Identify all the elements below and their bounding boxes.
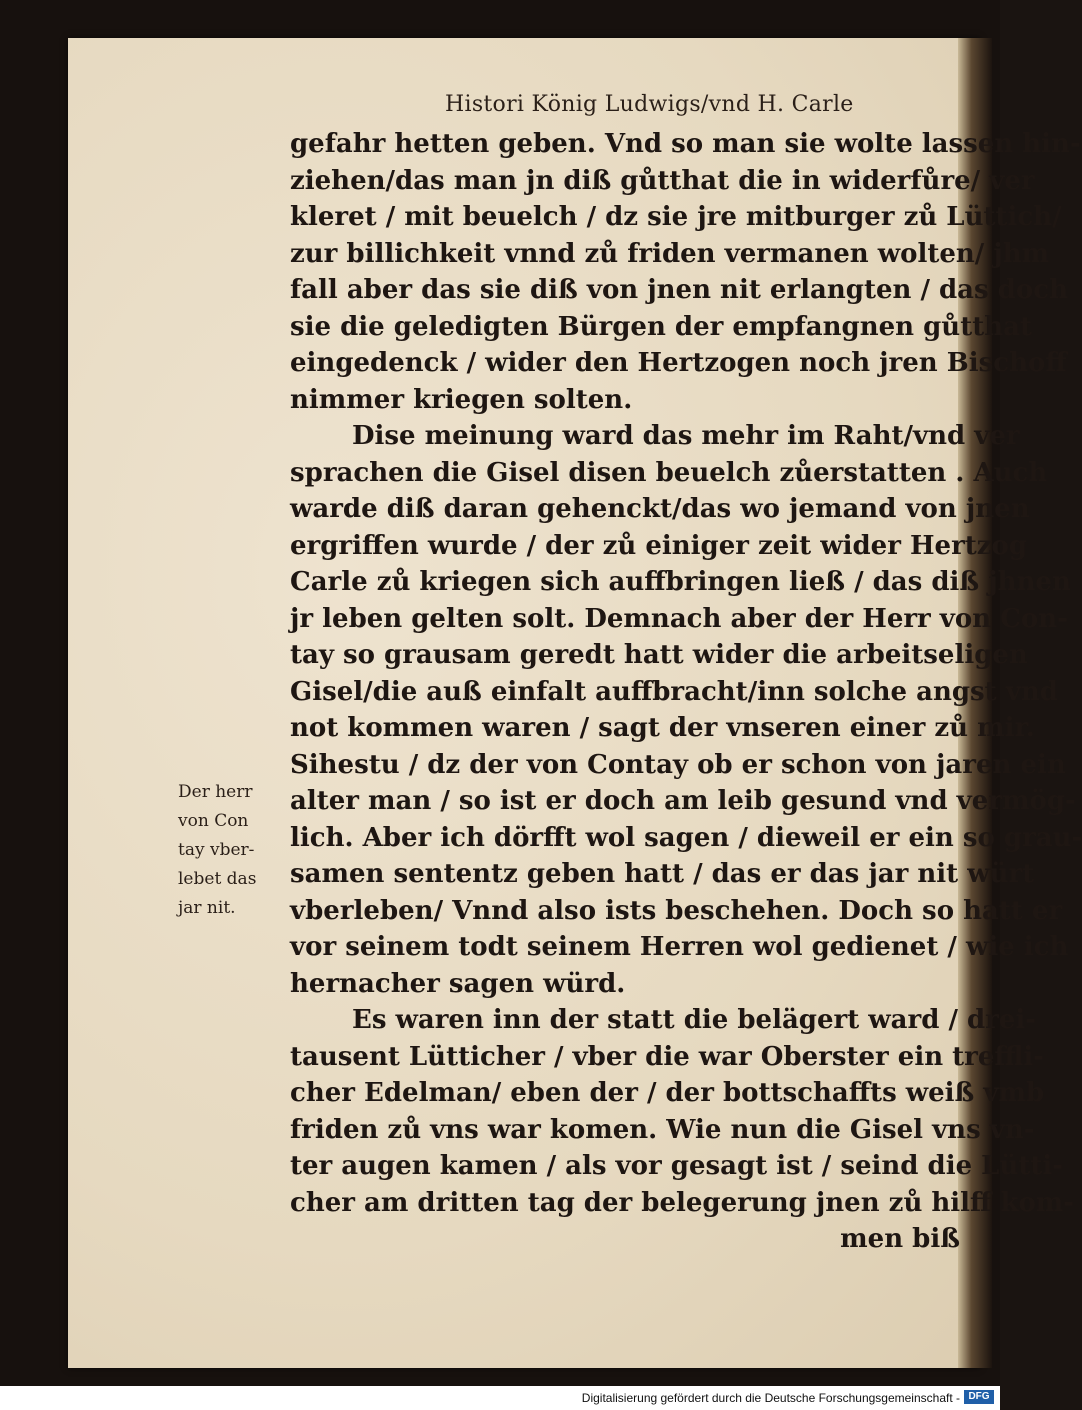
text-line: fall aber das sie diß von jnen nit erlangten / das doch (290, 275, 1068, 305)
text-line: sprachen die Gisel disen beuelch zůerstatten . Auch (290, 457, 1048, 488)
text-line: Carle zů kriegen sich auffbringen ließ / das diß jhnen (290, 567, 1071, 597)
catchword: men biß (840, 1224, 960, 1254)
funding-notice: Digitalisierung gefördert durch die Deutsche Forschungsgemeinschaft - (581, 1391, 960, 1405)
text-line: gefahr hetten geben. Vnd so man sie wolte lassen hin- (290, 129, 1081, 159)
running-title: Histori König Ludwigs/vnd H. Carle (445, 92, 854, 117)
marginal-note-line: von Con (178, 811, 249, 831)
text-line: lich. Aber ich dörfft wol sagen / dieweil er ein so grau- (290, 822, 1082, 853)
marginal-note (178, 778, 288, 923)
text-line: kleret / mit beuelch / dz sie jre mitburger zů Lüttich/ (290, 202, 1062, 232)
text-line: jr leben gelten solt. Demnach aber der Herr von Con- (290, 603, 1068, 634)
text-line: vor seinem todt seinem Herren wol gedienet / wie ich (290, 932, 1069, 962)
marginal-note-line: jar nit. (178, 898, 236, 918)
text-line: cher Edelman/ eben der / der bottschaffts weiß vmb (290, 1078, 1045, 1108)
text-line: warde diß daran gehenckt/das wo jemand von jnen (290, 494, 1030, 524)
dfg-logo-icon: DFG (964, 1390, 994, 1404)
text-line: Dise meinung ward das mehr im Raht/vnd ver (352, 421, 1020, 451)
text-line: hernacher sagen würd. (290, 968, 626, 999)
marginal-note-line: lebet das (178, 869, 257, 889)
text-line: ergriffen wurde / der zů einiger zeit wider Hertzog (290, 530, 1028, 561)
text-line: ziehen/das man jn diß gůtthat die in widerfůre/ ver (290, 165, 1035, 196)
text-line: ter augen kamen / als vor gesagt ist / seind die Lütti- (290, 1151, 1064, 1181)
text-line: tay so grausam geredt hatt wider die arbeitseligen (290, 640, 1028, 670)
text-line: samen sententz geben hatt / das er das jar nit würt (290, 859, 1035, 889)
text-line: nimmer kriegen solten. (290, 384, 633, 415)
marginal-note-line: tay vber- (178, 840, 255, 860)
marginal-note-line: Der herr (178, 782, 253, 802)
text-line: alter man / so ist er doch am leib gesund vnd vermög- (290, 786, 1076, 816)
text-line: sie die geledigten Bürgen der empfangnen gůtthat (290, 311, 1032, 342)
text-line: zur billichkeit vnnd zů friden vermanen wolten/ jhm (290, 238, 1050, 269)
text-line: eingedenck / wider den Hertzogen noch jren Bischoff (290, 348, 1067, 378)
text-line: friden zů vns war komen. Wie nun die Gisel vns vn- (290, 1114, 1035, 1145)
body-text (290, 126, 1082, 1258)
text-line: vberleben/ Vnnd also ists beschehen. Doch so hatt er (290, 895, 1063, 926)
text-line: Gisel/die auß einfalt auffbracht/inn solche angst vnd (290, 676, 1058, 707)
text-line: cher am dritten tag der belegerung jnen zů hilff kom- (290, 1187, 1075, 1218)
text-line: Sihestu / dz der von Contay ob er schon von jaren ein (290, 749, 1066, 780)
text-line: not kommen waren / sagt der vnseren einer zů mir. (290, 713, 1035, 743)
text-line: tausent Lütticher / vber die war Oberster ein treffli- (290, 1041, 1045, 1072)
text-line: Es waren inn der statt die belägert ward / drei- (352, 1005, 1037, 1035)
